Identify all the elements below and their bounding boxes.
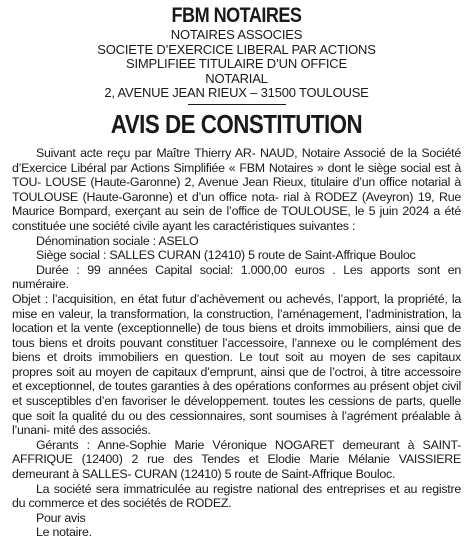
siege-line: Siège social : SALLES CURAN (12410) 5 route de Saint-Affrique Bouloc [36,248,416,263]
duree-line: Durée : 99 années Capital social: 1.000,00 euros . Les apports sont en numéraire. [12,262,461,292]
firm-line-2: SOCIETE D’EXERCICE LIBERAL PAR ACTIONS [97,41,376,57]
signature-line: Le notaire. [36,525,92,540]
gerants-paragraph: Gérants : Anne-Sophie Marie Véronique NOGARET demeurant à SAINT-AFFRIQUE (12400) 2 rue des Tendes et Elodie Marie Mélanie VAISSIERE demeurant à SALLES- CURAN (12410) 5 route de Saint-Affrique Bouloc. [12,437,461,482]
notice-body [12,146,461,540]
firm-line-4: NOTARIAL [205,70,268,86]
intro-paragraph: Suivant acte reçu par Maître Thierry AR- NAUD, Notaire Associé de la Société d’Exercice Libéral par Actions Simplifiée « FBM Notaires » dont le siège social est à TOU- LOUSE (Haute-Garonne) 2, Avenue Jean Rieux, titulaire d’un office notarial à TOULOUSE (Haute-Garonne) et d’un office nota- rial à RODEZ (Aveyron) 19, Rue Maurice Bompard, exerçant au sein de l’office de TOULOUSE, le 5 juin 2024 a été constituée une société civile ayant les caractéristiques suivantes : [12,145,461,233]
closing-line: Pour avis [36,510,86,525]
firm-name: FBM NOTAIRES [171,4,302,27]
notice-title: AVIS DE CONSTITUTION [110,108,363,139]
divider-rule [188,104,286,105]
firm-line-3: SIMPLIFIEE TITULAIRE D’UN OFFICE [126,56,347,72]
immatriculation-paragraph: La société sera immatriculée au registre national des entreprises et au registre du commerce et des sociétés de RODEZ. [12,481,461,511]
denomination-line: Dénomination sociale : ASELO [36,233,199,248]
objet-paragraph: Objet : l’acquisition, en état futur d’achèvement ou achevés, l’apport, la propriété, la mise en valeur, la transformation, la construction, l’aménagement, l’administration, la location et la vente (exceptionnelle) de tous biens et droits immobiliers, ainsi que de tous biens et droits pouvant constituer l’accessoire, l’annexe ou le complément des biens et droits immobiliers en question. Le tout soit au moyen de ses capitaux propres soit au moyen de capitaux d’emprunt, ainsi que de l’octroi, à titre accessoire et exceptionnel, de toutes garanties à des opérations conformes au présent objet civil et susceptibles d’en favoriser le développement. toutes les cessions de parts, quelle que soit la qualité du ou des cessionnaires, sont soumises à l’agrément préalable à l’unani- mité des associés. [12,291,461,438]
firm-line-1: NOTAIRES ASSOCIES [170,27,303,42]
firm-address: 2, AVENUE JEAN RIEUX – 31500 TOULOUSE [104,85,369,101]
